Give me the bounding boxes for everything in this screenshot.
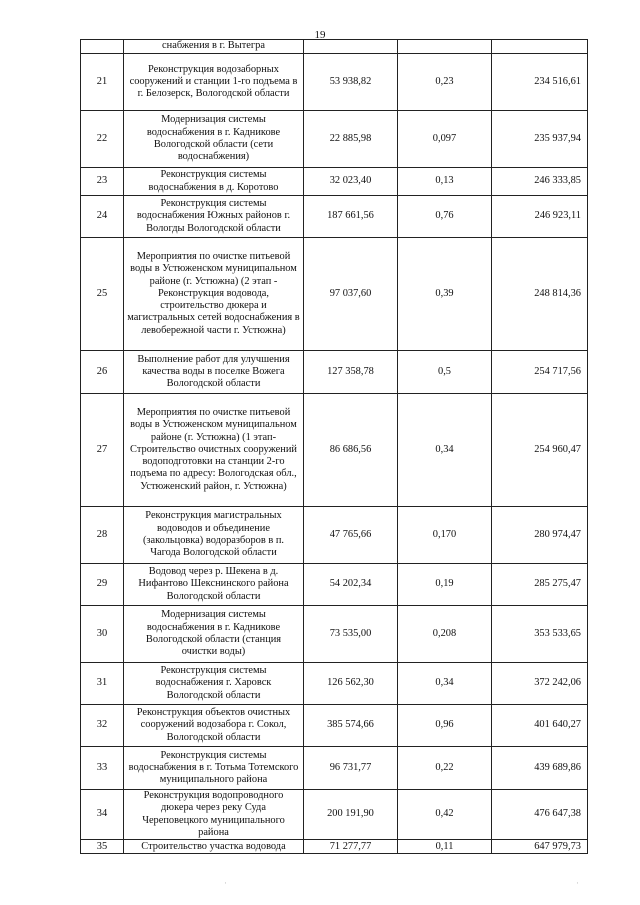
total-cell: 235 937,94 <box>492 111 588 168</box>
total-cell: 234 516,61 <box>492 54 588 111</box>
cost-cell: 200 191,90 <box>304 790 398 840</box>
total-cell: 280 974,47 <box>492 507 588 564</box>
scan-mark: · <box>224 878 227 888</box>
total-cell: 476 647,38 <box>492 790 588 840</box>
project-name-cell: Реконструкция объектов очистных сооружений водозабора г. Сокол, Вологодской области <box>124 705 304 747</box>
row-number-cell: 29 <box>81 564 124 606</box>
row-number-cell: 31 <box>81 663 124 705</box>
coefficient-cell: 0,22 <box>398 747 492 790</box>
table-row <box>81 40 588 54</box>
coefficient-cell: 0,96 <box>398 705 492 747</box>
coefficient-cell: 0,5 <box>398 351 492 394</box>
cost-cell: 187 661,56 <box>304 196 398 238</box>
project-name-cell: Реконструкция магистральных водоводов и объединение (закольцовка) водоразборов в п. Чагода Вологодской области <box>124 507 304 564</box>
table-row <box>81 507 588 564</box>
coefficient-cell: 0,42 <box>398 790 492 840</box>
coefficient-cell: 0,097 <box>398 111 492 168</box>
table-row <box>81 196 588 238</box>
cost-table <box>80 39 588 854</box>
total-cell: 353 533,65 <box>492 606 588 663</box>
row-number-cell: 28 <box>81 507 124 564</box>
total-cell: 254 960,47 <box>492 394 588 507</box>
cost-cell: 47 765,66 <box>304 507 398 564</box>
table-row <box>81 840 588 854</box>
row-number-cell: 34 <box>81 790 124 840</box>
table-row <box>81 663 588 705</box>
table-row <box>81 238 588 351</box>
total-cell: 372 242,06 <box>492 663 588 705</box>
table-body <box>81 40 588 854</box>
coefficient-cell: 0,34 <box>398 663 492 705</box>
coefficient-cell <box>398 40 492 54</box>
row-number-cell: 21 <box>81 54 124 111</box>
total-cell: 285 275,47 <box>492 564 588 606</box>
project-name-cell: Модернизация системы водоснабжения в г. Кадникове Вологодской области (сети водоснабжения) <box>124 111 304 168</box>
cost-cell: 86 686,56 <box>304 394 398 507</box>
project-name-cell: Выполнение работ для улучшения качества воды в поселке Вожега Вологодской области <box>124 351 304 394</box>
cost-cell: 53 938,82 <box>304 54 398 111</box>
total-cell: 248 814,36 <box>492 238 588 351</box>
table-row <box>81 394 588 507</box>
cost-cell: 96 731,77 <box>304 747 398 790</box>
table-row <box>81 54 588 111</box>
project-name-cell: Реконструкция системы водоснабжения г. Харовск Вологодской области <box>124 663 304 705</box>
table-row <box>81 564 588 606</box>
cost-cell: 22 885,98 <box>304 111 398 168</box>
row-number-cell: 22 <box>81 111 124 168</box>
project-name-cell: Реконструкция водозаборных сооружений и станции 1-го подъема в г. Белозерск, Вологодской области <box>124 54 304 111</box>
project-name-cell: Реконструкция системы водоснабжения Южных районов г. Вологды Вологодской области <box>124 196 304 238</box>
coefficient-cell: 0,39 <box>398 238 492 351</box>
cost-cell: 126 562,30 <box>304 663 398 705</box>
cost-cell: 97 037,60 <box>304 238 398 351</box>
total-cell <box>492 40 588 54</box>
coefficient-cell: 0,13 <box>398 168 492 196</box>
row-number-cell: 27 <box>81 394 124 507</box>
coefficient-cell: 0,208 <box>398 606 492 663</box>
row-number-cell: 32 <box>81 705 124 747</box>
row-number-cell: 30 <box>81 606 124 663</box>
table-row <box>81 606 588 663</box>
project-name-cell: Мероприятия по очистке питьевой воды в Устюженском муниципальном районе (г. Устюжна) (2 этап - Реконструкция водовода, строительство дюкера и магистральных сетей водоснабжения в левобережной части г. Устюжна) <box>124 238 304 351</box>
row-number-cell: 25 <box>81 238 124 351</box>
row-number-cell: 35 <box>81 840 124 854</box>
table-row <box>81 168 588 196</box>
project-name-cell: Строительство участка водовода <box>124 840 304 854</box>
coefficient-cell: 0,11 <box>398 840 492 854</box>
cost-cell: 73 535,00 <box>304 606 398 663</box>
cost-cell: 54 202,34 <box>304 564 398 606</box>
table-row <box>81 351 588 394</box>
row-number-cell <box>81 40 124 54</box>
row-number-cell: 24 <box>81 196 124 238</box>
total-cell: 246 333,85 <box>492 168 588 196</box>
project-name-cell: Реконструкция системы водоснабжения в д. Коротово <box>124 168 304 196</box>
cost-cell: 385 574,66 <box>304 705 398 747</box>
project-name-cell: Реконструкция водопроводного дюкера через реку Суда Череповецкого муниципального района <box>124 790 304 840</box>
table-row <box>81 705 588 747</box>
project-name-cell: Водовод через р. Шекена в д. Нифантово Шекснинского района Вологодской области <box>124 564 304 606</box>
cost-cell: 32 023,40 <box>304 168 398 196</box>
total-cell: 246 923,11 <box>492 196 588 238</box>
table-row <box>81 790 588 840</box>
row-number-cell: 23 <box>81 168 124 196</box>
cost-cell: 71 277,77 <box>304 840 398 854</box>
coefficient-cell: 0,76 <box>398 196 492 238</box>
scan-mark: · <box>576 878 579 888</box>
coefficient-cell: 0,170 <box>398 507 492 564</box>
project-name-cell: снабжения в г. Вытегра <box>124 40 304 54</box>
row-number-cell: 26 <box>81 351 124 394</box>
total-cell: 254 717,56 <box>492 351 588 394</box>
cost-cell: 127 358,78 <box>304 351 398 394</box>
project-name-cell: Мероприятия по очистке питьевой воды в Устюженском муниципальном районе (г. Устюжна) (1 этап-Строительство очистных сооружений водоподготовки на станции 2-го подъема по адресу: Вологодская обл., Устюженский район, г. Устюжна) <box>124 394 304 507</box>
coefficient-cell: 0,23 <box>398 54 492 111</box>
table-row <box>81 111 588 168</box>
total-cell: 647 979,73 <box>492 840 588 854</box>
coefficient-cell: 0,19 <box>398 564 492 606</box>
table-row <box>81 747 588 790</box>
total-cell: 401 640,27 <box>492 705 588 747</box>
coefficient-cell: 0,34 <box>398 394 492 507</box>
cost-cell <box>304 40 398 54</box>
row-number-cell: 33 <box>81 747 124 790</box>
page-number: 19 <box>314 29 326 41</box>
project-name-cell: Модернизация системы водоснабжения в г. Кадникове Вологодской области (станция очистки воды) <box>124 606 304 663</box>
project-name-cell: Реконструкция системы водоснабжения в г. Тотьма Тотемского муниципального района <box>124 747 304 790</box>
total-cell: 439 689,86 <box>492 747 588 790</box>
